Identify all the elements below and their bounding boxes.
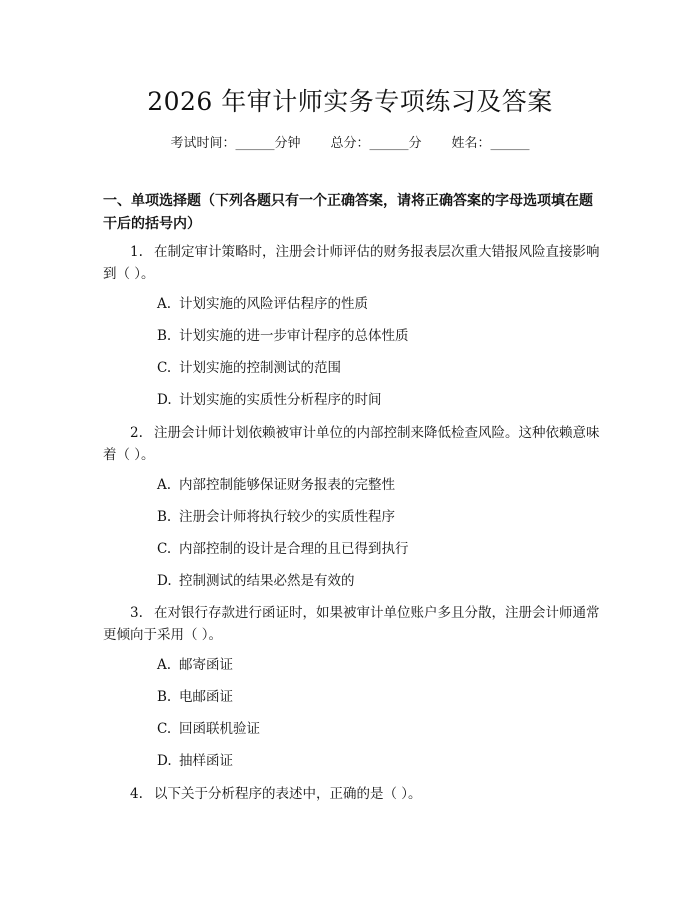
option-letter: B. [157, 509, 172, 525]
option-text: 内部控制能够保证财务报表的完整性 [179, 477, 395, 493]
question-3-option-d [157, 751, 597, 771]
option-text: 计划实施的控制测试的范围 [179, 360, 341, 376]
page-title: 2026 年审计师实务专项练习及答案 [147, 87, 553, 116]
question-text: 在制定审计策略时，注册会计师评估的财务报表层次重大错报风险直接影响到（ ）。 [103, 244, 600, 282]
question-number: 3. [130, 605, 143, 621]
exam-time-field: 考试时间：______分钟 [170, 136, 301, 151]
section-heading: 一、单项选择题（下列各题只有一个正确答案，请将正确答案的字母选项填在题干后的括号内） [103, 193, 593, 232]
option-letter: B. [157, 689, 172, 705]
option-text: 回函联机验证 [179, 721, 260, 737]
question-2-option-a [157, 475, 597, 495]
option-text: 控制测试的结果必然是有效的 [179, 573, 355, 589]
name-field: 姓名：______ [451, 136, 530, 151]
question-number: 2. [130, 425, 143, 441]
option-letter: D. [157, 753, 172, 769]
option-text: 计划实施的进一步审计程序的总体性质 [179, 328, 409, 344]
question-1-option-b [157, 326, 597, 346]
question-2-option-d [157, 571, 597, 591]
option-letter: A. [157, 477, 172, 493]
option-letter: D. [157, 392, 172, 408]
question-2-option-b [157, 507, 597, 527]
question-3-option-c [157, 719, 597, 739]
exam-meta [0, 132, 700, 151]
question-1-option-d [157, 390, 597, 410]
option-letter: C. [157, 721, 172, 737]
option-letter: D. [157, 573, 172, 589]
question-text: 在对银行存款进行函证时，如果被审计单位账户多且分散，注册会计师通常更倾向于采用（ ）。 [103, 605, 600, 643]
option-letter: C. [157, 360, 172, 376]
question-1 [103, 241, 601, 285]
option-letter: A. [157, 657, 172, 673]
total-score-field: 总分：______分 [330, 136, 422, 151]
option-text: 计划实施的实质性分析程序的时间 [179, 392, 382, 408]
option-letter: B. [157, 328, 172, 344]
option-text: 注册会计师将执行较少的实质性程序 [179, 509, 395, 525]
option-text: 内部控制的设计是合理的且已得到执行 [179, 541, 409, 557]
question-1-option-a [157, 294, 597, 314]
option-letter: A. [157, 296, 172, 312]
option-text: 计划实施的风险评估程序的性质 [179, 296, 368, 312]
option-text: 电邮函证 [179, 689, 233, 705]
question-3-option-a [157, 655, 597, 675]
question-1-option-c [157, 358, 597, 378]
question-text: 以下关于分析程序的表述中，正确的是（ ）。 [154, 786, 422, 802]
question-text: 注册会计师计划依赖被审计单位的内部控制来降低检查风险。这种依赖意味着（ ）。 [103, 425, 600, 463]
question-2-option-c [157, 539, 597, 559]
question-3 [103, 602, 601, 646]
question-3-option-b [157, 687, 597, 707]
option-letter: C. [157, 541, 172, 557]
question-number: 4. [130, 786, 143, 802]
question-2 [103, 422, 601, 466]
question-number: 1. [130, 244, 143, 260]
question-4 [103, 783, 601, 805]
option-text: 抽样函证 [179, 753, 233, 769]
option-text: 邮寄函证 [179, 657, 233, 673]
